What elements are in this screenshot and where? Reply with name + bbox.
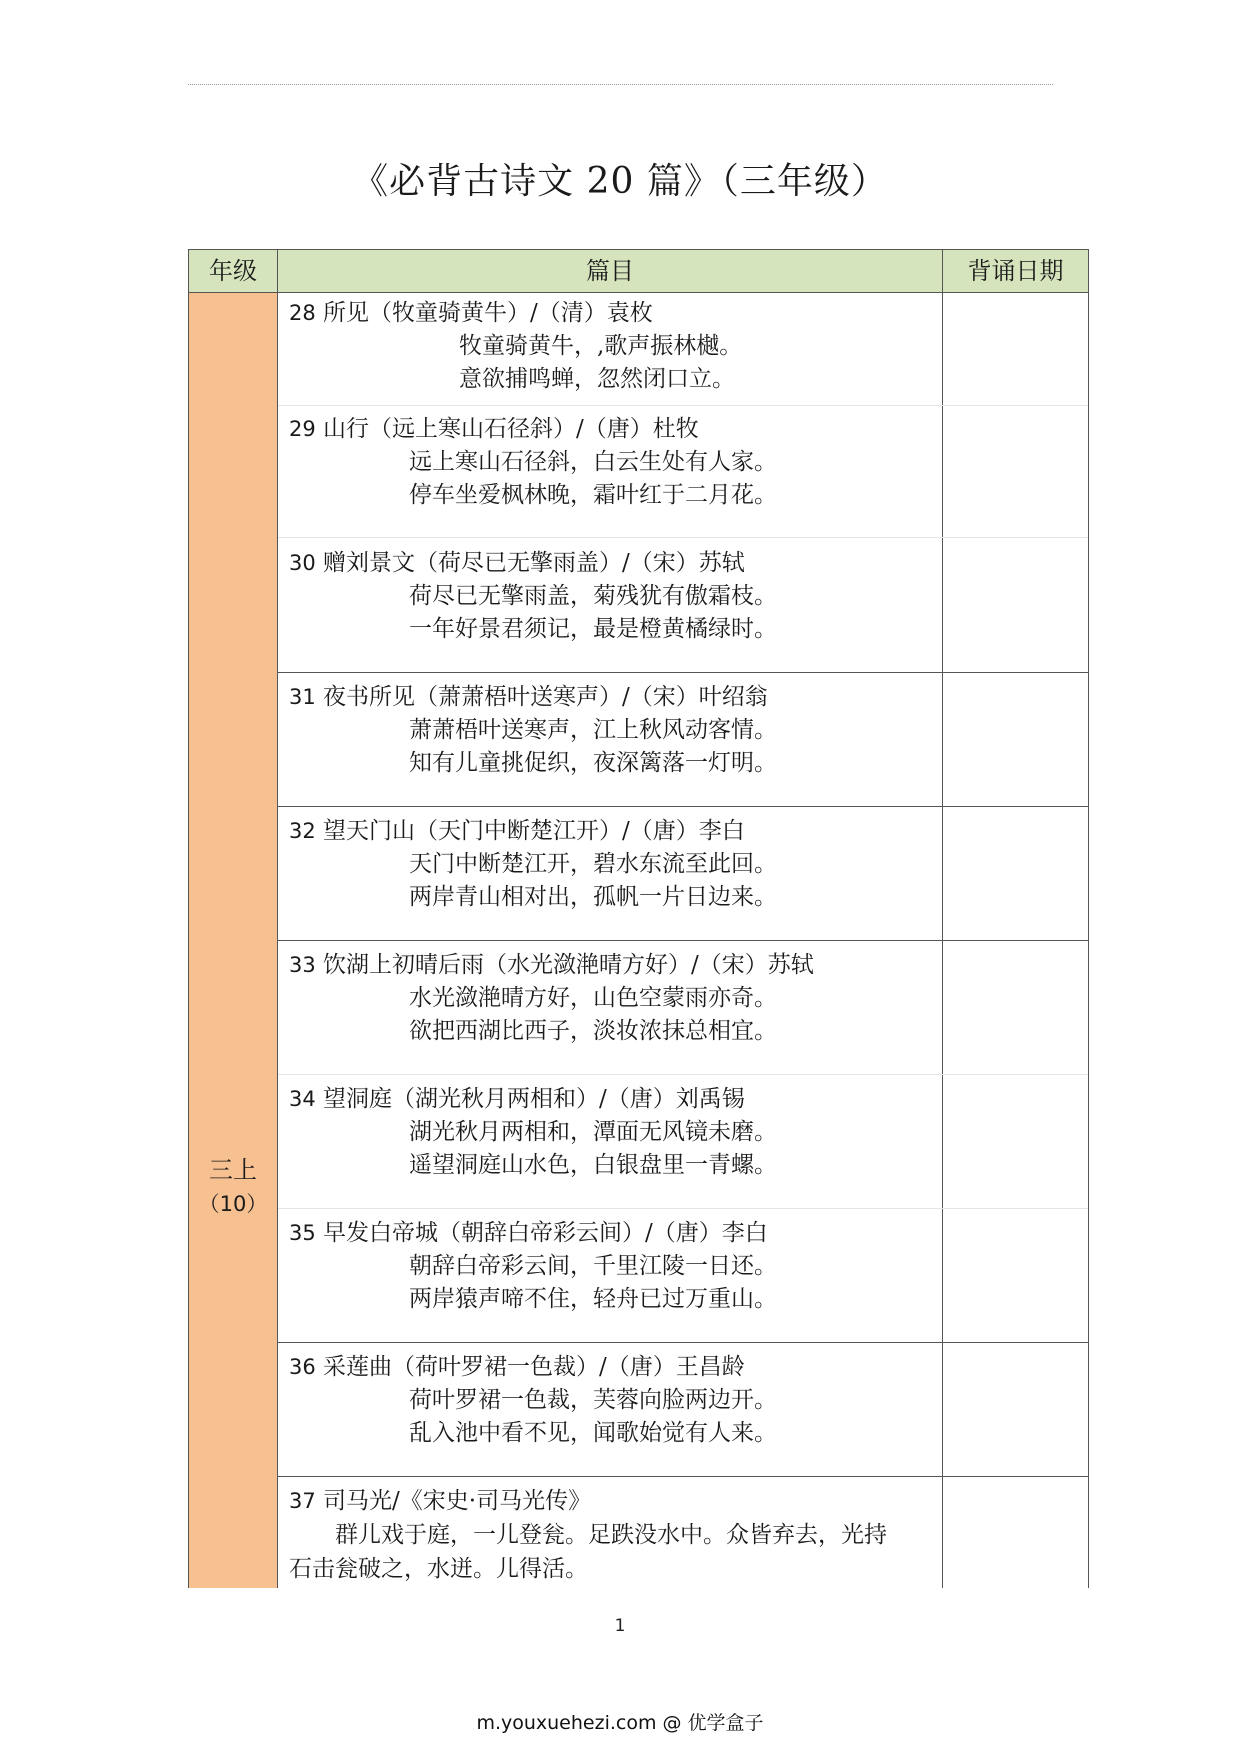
- grade-label: 三上: [209, 1156, 257, 1184]
- column-divider-2: [942, 250, 943, 1588]
- header-title: 篇目: [586, 257, 634, 285]
- poem-line: 朝辞白帝彩云间，千里江陵一日还。: [409, 1253, 777, 1279]
- page-number: 1: [614, 1616, 626, 1636]
- poem-entry: [289, 296, 939, 396]
- poem-line: 湖光秋月两相和，潭面无风镜未磨。: [409, 1119, 777, 1145]
- poem-entry: [289, 680, 939, 780]
- poem-number: 34: [289, 1087, 316, 1111]
- poem-line: 天门中断楚江开，碧水东流至此回。: [409, 851, 777, 877]
- poem-number: 28: [289, 301, 316, 325]
- poem-heading: 司马光/《宋史·司马光传》: [323, 1488, 592, 1514]
- poem-entry: [289, 1216, 939, 1316]
- footer-watermark: m.youxuehezi.com @ 优学盒子: [476, 1712, 764, 1734]
- prose-line: 石击瓮破之，水迸。儿得活。: [289, 1556, 588, 1582]
- poem-line: 乱入池中看不见，闻歌始觉有人来。: [409, 1420, 777, 1446]
- poem-line: 一年好景君须记，最是橙黄橘绿时。: [409, 616, 777, 642]
- poem-number: 35: [289, 1221, 316, 1245]
- row-divider: [278, 1074, 1088, 1075]
- row-divider: [278, 940, 1088, 941]
- grade-column: [189, 293, 277, 1588]
- poem-number: 37: [289, 1489, 316, 1513]
- row-divider: [278, 672, 1088, 673]
- prose-entry: [289, 1484, 939, 1586]
- poem-heading: 饮湖上初晴后雨（水光潋滟晴方好）/（宋）苏轼: [323, 952, 814, 978]
- poem-heading: 山行（远上寒山石径斜）/（唐）杜牧: [323, 416, 699, 442]
- poem-heading: 夜书所见（萧萧梧叶送寒声）/（宋）叶绍翁: [323, 684, 768, 710]
- poem-heading: 早发白帝城（朝辞白帝彩云间）/（唐）李白: [323, 1220, 768, 1246]
- table-header: [189, 250, 1088, 293]
- poem-line: 萧萧梧叶送寒声，江上秋风动客情。: [409, 717, 777, 743]
- header-date: 背诵日期: [967, 257, 1064, 285]
- poem-line: 意欲捕鸣蝉，忽然闭口立。: [459, 366, 735, 392]
- header-grade: 年级: [209, 257, 257, 285]
- row-divider: [278, 537, 1088, 538]
- poem-line: 水光潋滟晴方好，山色空蒙雨亦奇。: [409, 985, 777, 1011]
- poem-number: 36: [289, 1355, 316, 1379]
- poem-entry: [289, 1350, 939, 1450]
- poem-line: 知有儿童挑促织，夜深篱落一灯明。: [409, 750, 777, 776]
- poem-number: 33: [289, 953, 316, 977]
- poem-entry: [289, 546, 939, 646]
- poem-line: 两岸青山相对出，孤帆一片日边来。: [409, 884, 777, 910]
- poem-heading: 望天门山（天门中断楚江开）/（唐）李白: [323, 818, 745, 844]
- poem-entry: [289, 948, 939, 1048]
- poem-line: 欲把西湖比西子，淡妆浓抹总相宜。: [409, 1018, 777, 1044]
- poem-heading: 采莲曲（荷叶罗裙一色裁）/（唐）王昌龄: [323, 1354, 745, 1380]
- poem-heading: 望洞庭（湖光秋月两相和）/（唐）刘禹锡: [323, 1086, 745, 1112]
- row-divider: [278, 1208, 1088, 1209]
- poem-line: 荷叶罗裙一色裁，芙蓉向脸两边开。: [409, 1387, 777, 1413]
- poem-number: 31: [289, 685, 316, 709]
- top-divider: [188, 84, 1053, 85]
- grade-count: （10）: [198, 1192, 268, 1216]
- poem-line: 牧童骑黄牛，,歌声振林樾。: [459, 333, 743, 359]
- poem-number: 29: [289, 417, 316, 441]
- poem-line: 两岸猿声啼不住，轻舟已过万重山。: [409, 1286, 777, 1312]
- row-divider: [278, 1342, 1088, 1343]
- row-divider: [278, 1476, 1088, 1477]
- poem-line: 停车坐爱枫林晚，霜叶红于二月花。: [409, 482, 777, 508]
- poem-number: 30: [289, 551, 316, 575]
- poem-line: 荷尽已无擎雨盖，菊残犹有傲霜枝。: [409, 583, 777, 609]
- row-divider: [278, 806, 1088, 807]
- poem-number: 32: [289, 819, 316, 843]
- poem-heading: 赠刘景文（荷尽已无擎雨盖）/（宋）苏轼: [323, 550, 745, 576]
- prose-line: 群儿戏于庭，一儿登瓮。足跌没水中。众皆弃去，光持: [335, 1522, 887, 1548]
- poem-entry: [289, 814, 939, 914]
- poem-entry: [289, 412, 939, 512]
- poem-table: [188, 249, 1089, 1588]
- poem-line: 远上寒山石径斜，白云生处有人家。: [409, 449, 777, 475]
- row-divider: [278, 405, 1088, 406]
- column-divider-1: [277, 250, 278, 1588]
- poem-entry: [289, 1082, 939, 1182]
- poem-line: 遥望洞庭山水色，白银盘里一青螺。: [409, 1152, 777, 1178]
- poem-heading: 所见（牧童骑黄牛）/（清）袁枚: [323, 300, 653, 326]
- page-title: 《必背古诗文 20 篇》（三年级）: [352, 161, 888, 202]
